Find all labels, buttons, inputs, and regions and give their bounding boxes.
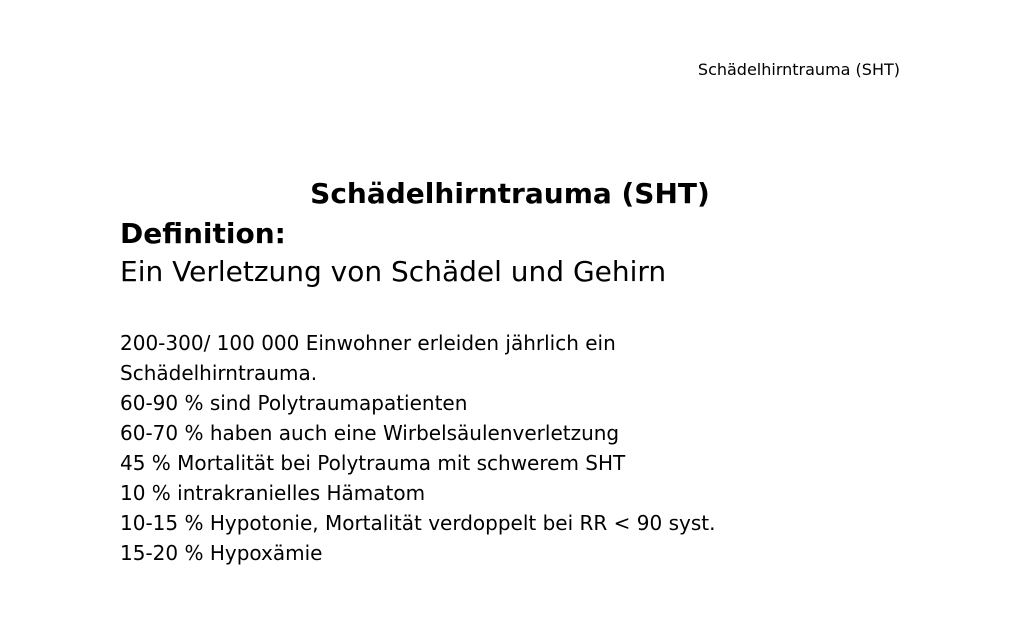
fact-item: 10 % intrakranielles Hämatom <box>120 481 426 505</box>
fact-item: 10-15 % Hypotonie, Mortalität verdoppelt bei RR < 90 syst. <box>120 511 716 535</box>
fact-item: 60-70 % haben auch eine Wirbelsäulenverletzung <box>120 421 620 445</box>
fact-item: 15-20 % Hypoxämie <box>120 541 323 565</box>
fact-item: 45 % Mortalität bei Polytrauma mit schwerem SHT <box>120 451 626 475</box>
facts-list <box>120 328 920 568</box>
definition-text: Ein Verletzung von Schädel und Gehirn <box>120 255 667 288</box>
fact-item: 60-90 % sind Polytraumapatienten <box>120 391 468 415</box>
fact-item: 200-300/ 100 000 Einwohner erleiden jährlich ein Schädelhirntrauma. <box>120 331 616 385</box>
slide-content <box>120 216 920 568</box>
definition-heading: Definition: <box>120 217 286 250</box>
slide-title: Schädelhirntrauma (SHT) <box>310 177 710 210</box>
header-text: Schädelhirntrauma (SHT) <box>697 60 900 79</box>
